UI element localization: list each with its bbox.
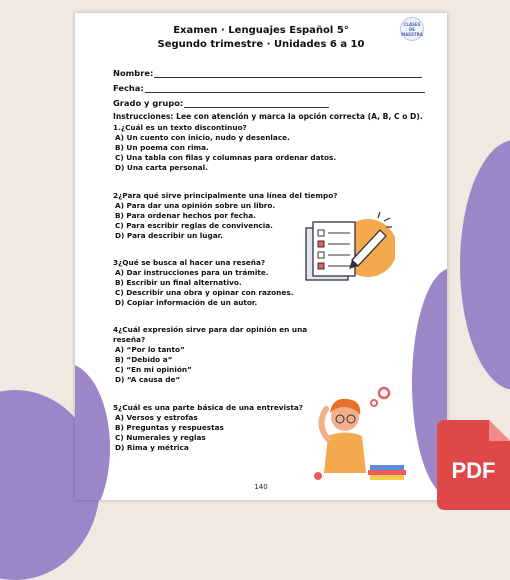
- exam-sheet: [75, 13, 447, 500]
- option[interactable]: D) “A causa de”: [115, 375, 181, 384]
- thinking-student-illustration: [310, 381, 410, 486]
- option[interactable]: A) Un cuento con inicio, nudo y desenlace.: [115, 133, 290, 142]
- option[interactable]: C) Numerales y reglas: [115, 433, 206, 442]
- option[interactable]: D) Rima y métrica: [115, 443, 189, 452]
- question-3: 3¿Qué se busca al hacer una reseña? A) Dar instrucciones para un trámite. B) Escribir un final alternativo. C) Describir una obra y opinar con razones. D) Copiar información de un autor.: [113, 258, 294, 307]
- pdf-badge[interactable]: [437, 420, 510, 510]
- name-line: [154, 69, 422, 78]
- option[interactable]: D) Una carta personal.: [115, 163, 208, 172]
- grade-line: [184, 99, 329, 108]
- option[interactable]: B) Para ordenar hechos por fecha.: [115, 211, 256, 220]
- question-2: 2¿Para qué sirve principalmente una línea del tiempo? A) Para dar una opinión sobre un libro. B) Para ordenar hechos por fecha. C) Para escribir reglas de convivencia. D) Para describir un lugar.: [113, 191, 338, 240]
- option[interactable]: C) “En mi opinión”: [115, 365, 192, 374]
- question-5: 5¿Cuál es una parte básica de una entrevista? A) Versos y estrofas B) Preguntas y respuestas C) Numerales y reglas D) Rima y métrica: [113, 403, 304, 452]
- apple-icon: [314, 472, 322, 480]
- pdf-label: PDF: [451, 458, 496, 483]
- option[interactable]: C) Describir una obra y opinar con razones.: [115, 288, 294, 297]
- option[interactable]: A) Dar instrucciones para un trámite.: [115, 268, 269, 277]
- name-field[interactable]: [113, 68, 422, 78]
- gear-icon: [379, 388, 389, 398]
- option[interactable]: A) Para dar una opinión sobre un libro.: [115, 201, 276, 210]
- option[interactable]: B) “Debido a”: [115, 355, 173, 364]
- checklist-illustration: [300, 208, 395, 293]
- exam-title: Examen · Lenguajes Español 5°: [173, 25, 349, 36]
- option[interactable]: B) Un poema con rima.: [115, 143, 209, 152]
- date-field[interactable]: [113, 83, 425, 93]
- date-line: [145, 84, 425, 93]
- question-1: 1.¿Cuál es un texto discontinuo? A) Un cuento con inicio, nudo y desenlace. B) Un poema con rima. C) Una tabla con filas y columnas para ordenar datos. D) Una carta personal.: [113, 123, 337, 172]
- school-logo: CLASES DE MAESTRA: [400, 17, 424, 41]
- option[interactable]: D) Copiar información de un autor.: [115, 298, 258, 307]
- question-4: 4¿Cuál expresión sirve para dar opinión en una reseña? A) “Por lo tanto” B) “Debido a” C) “En mi opinión” D) “A causa de”: [113, 325, 333, 385]
- option[interactable]: B) Escribir un final alternativo.: [115, 278, 242, 287]
- option[interactable]: C) Una tabla con filas y columnas para ordenar datos.: [115, 153, 337, 162]
- book-icon: [370, 465, 404, 470]
- option[interactable]: A) Versos y estrofas: [115, 413, 198, 422]
- option[interactable]: B) Preguntas y respuestas: [115, 423, 224, 432]
- grade-field[interactable]: [113, 98, 329, 108]
- option[interactable]: C) Para escribir reglas de convivencia.: [115, 221, 273, 230]
- option[interactable]: D) Para describir un lugar.: [115, 231, 223, 240]
- exam-subtitle: Segundo trimestre · Unidades 6 a 10: [157, 39, 365, 50]
- page-number: 140: [254, 483, 268, 491]
- date-label: Fecha:: [113, 83, 144, 93]
- gear-icon: [371, 400, 377, 406]
- background-blob-right: [460, 140, 510, 390]
- option[interactable]: A) “Por lo tanto”: [115, 345, 185, 354]
- instructions: Instrucciones: Lee con atención y marca la opción correcta (A, B, C o D).: [113, 112, 423, 121]
- grade-label: Grado y grupo:: [113, 98, 184, 108]
- name-label: Nombre:: [113, 68, 154, 78]
